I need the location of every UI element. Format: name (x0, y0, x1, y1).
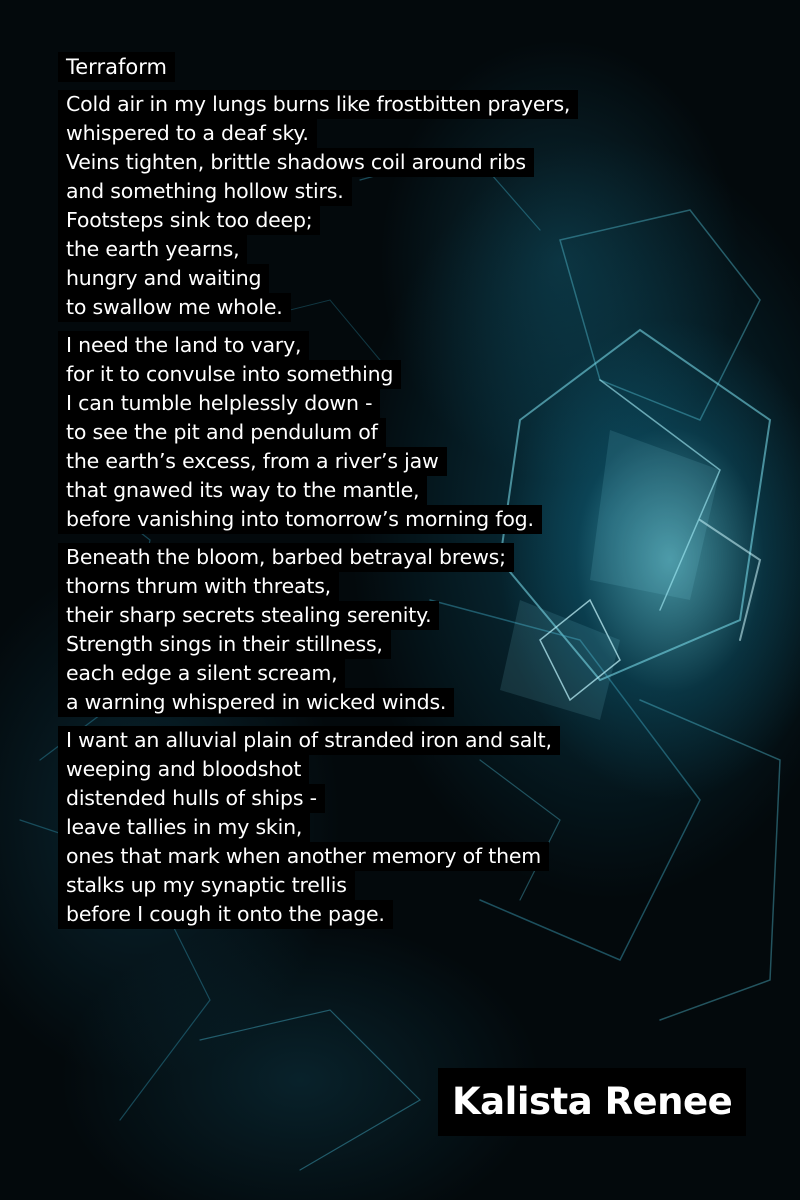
poem-line: Footsteps sink too deep; (58, 206, 320, 235)
poem-line: I need the land to vary, (58, 331, 309, 360)
poem-title: Terraform (58, 52, 175, 82)
poem-line: stalks up my synaptic trellis (58, 871, 355, 900)
poem-line: thorns thrum with threats, (58, 572, 339, 601)
stanza-1 (58, 90, 758, 322)
poem-line: to see the pit and pendulum of (58, 418, 386, 447)
poem-line: I want an alluvial plain of stranded iron and salt, (58, 726, 560, 755)
stanza-4 (58, 726, 758, 929)
poem-line: Strength sings in their stillness, (58, 630, 391, 659)
poem-line: I can tumble helplessly down - (58, 389, 380, 418)
poem (58, 52, 758, 938)
poem-line: Veins tighten, brittle shadows coil around ribs (58, 148, 534, 177)
stanza-2 (58, 331, 758, 534)
poem-line: Beneath the bloom, barbed betrayal brews; (58, 543, 514, 572)
poem-line: that gnawed its way to the mantle, (58, 476, 427, 505)
stanza-3 (58, 543, 758, 717)
poem-line: the earth’s excess, from a river’s jaw (58, 447, 447, 476)
poem-line: for it to convulse into something (58, 360, 401, 389)
poem-line: before vanishing into tomorrow’s morning fog. (58, 505, 542, 534)
poem-line: before I cough it onto the page. (58, 900, 393, 929)
poem-line: whispered to a deaf sky. (58, 119, 317, 148)
poem-line: leave tallies in my skin, (58, 813, 310, 842)
poem-line: distended hulls of ships - (58, 784, 325, 813)
poem-line: a warning whispered in wicked winds. (58, 688, 454, 717)
poem-line: the earth yearns, (58, 235, 247, 264)
poem-line: ones that mark when another memory of them (58, 842, 549, 871)
poem-line: and something hollow stirs. (58, 177, 352, 206)
poem-line: to swallow me whole. (58, 293, 291, 322)
poem-line: each edge a silent scream, (58, 659, 345, 688)
poem-line: weeping and bloodshot (58, 755, 309, 784)
poem-line: their sharp secrets stealing serenity. (58, 601, 439, 630)
author-name: Kalista Renee (438, 1068, 746, 1136)
poem-line: Cold air in my lungs burns like frostbitten prayers, (58, 90, 578, 119)
poem-line: hungry and waiting (58, 264, 269, 293)
